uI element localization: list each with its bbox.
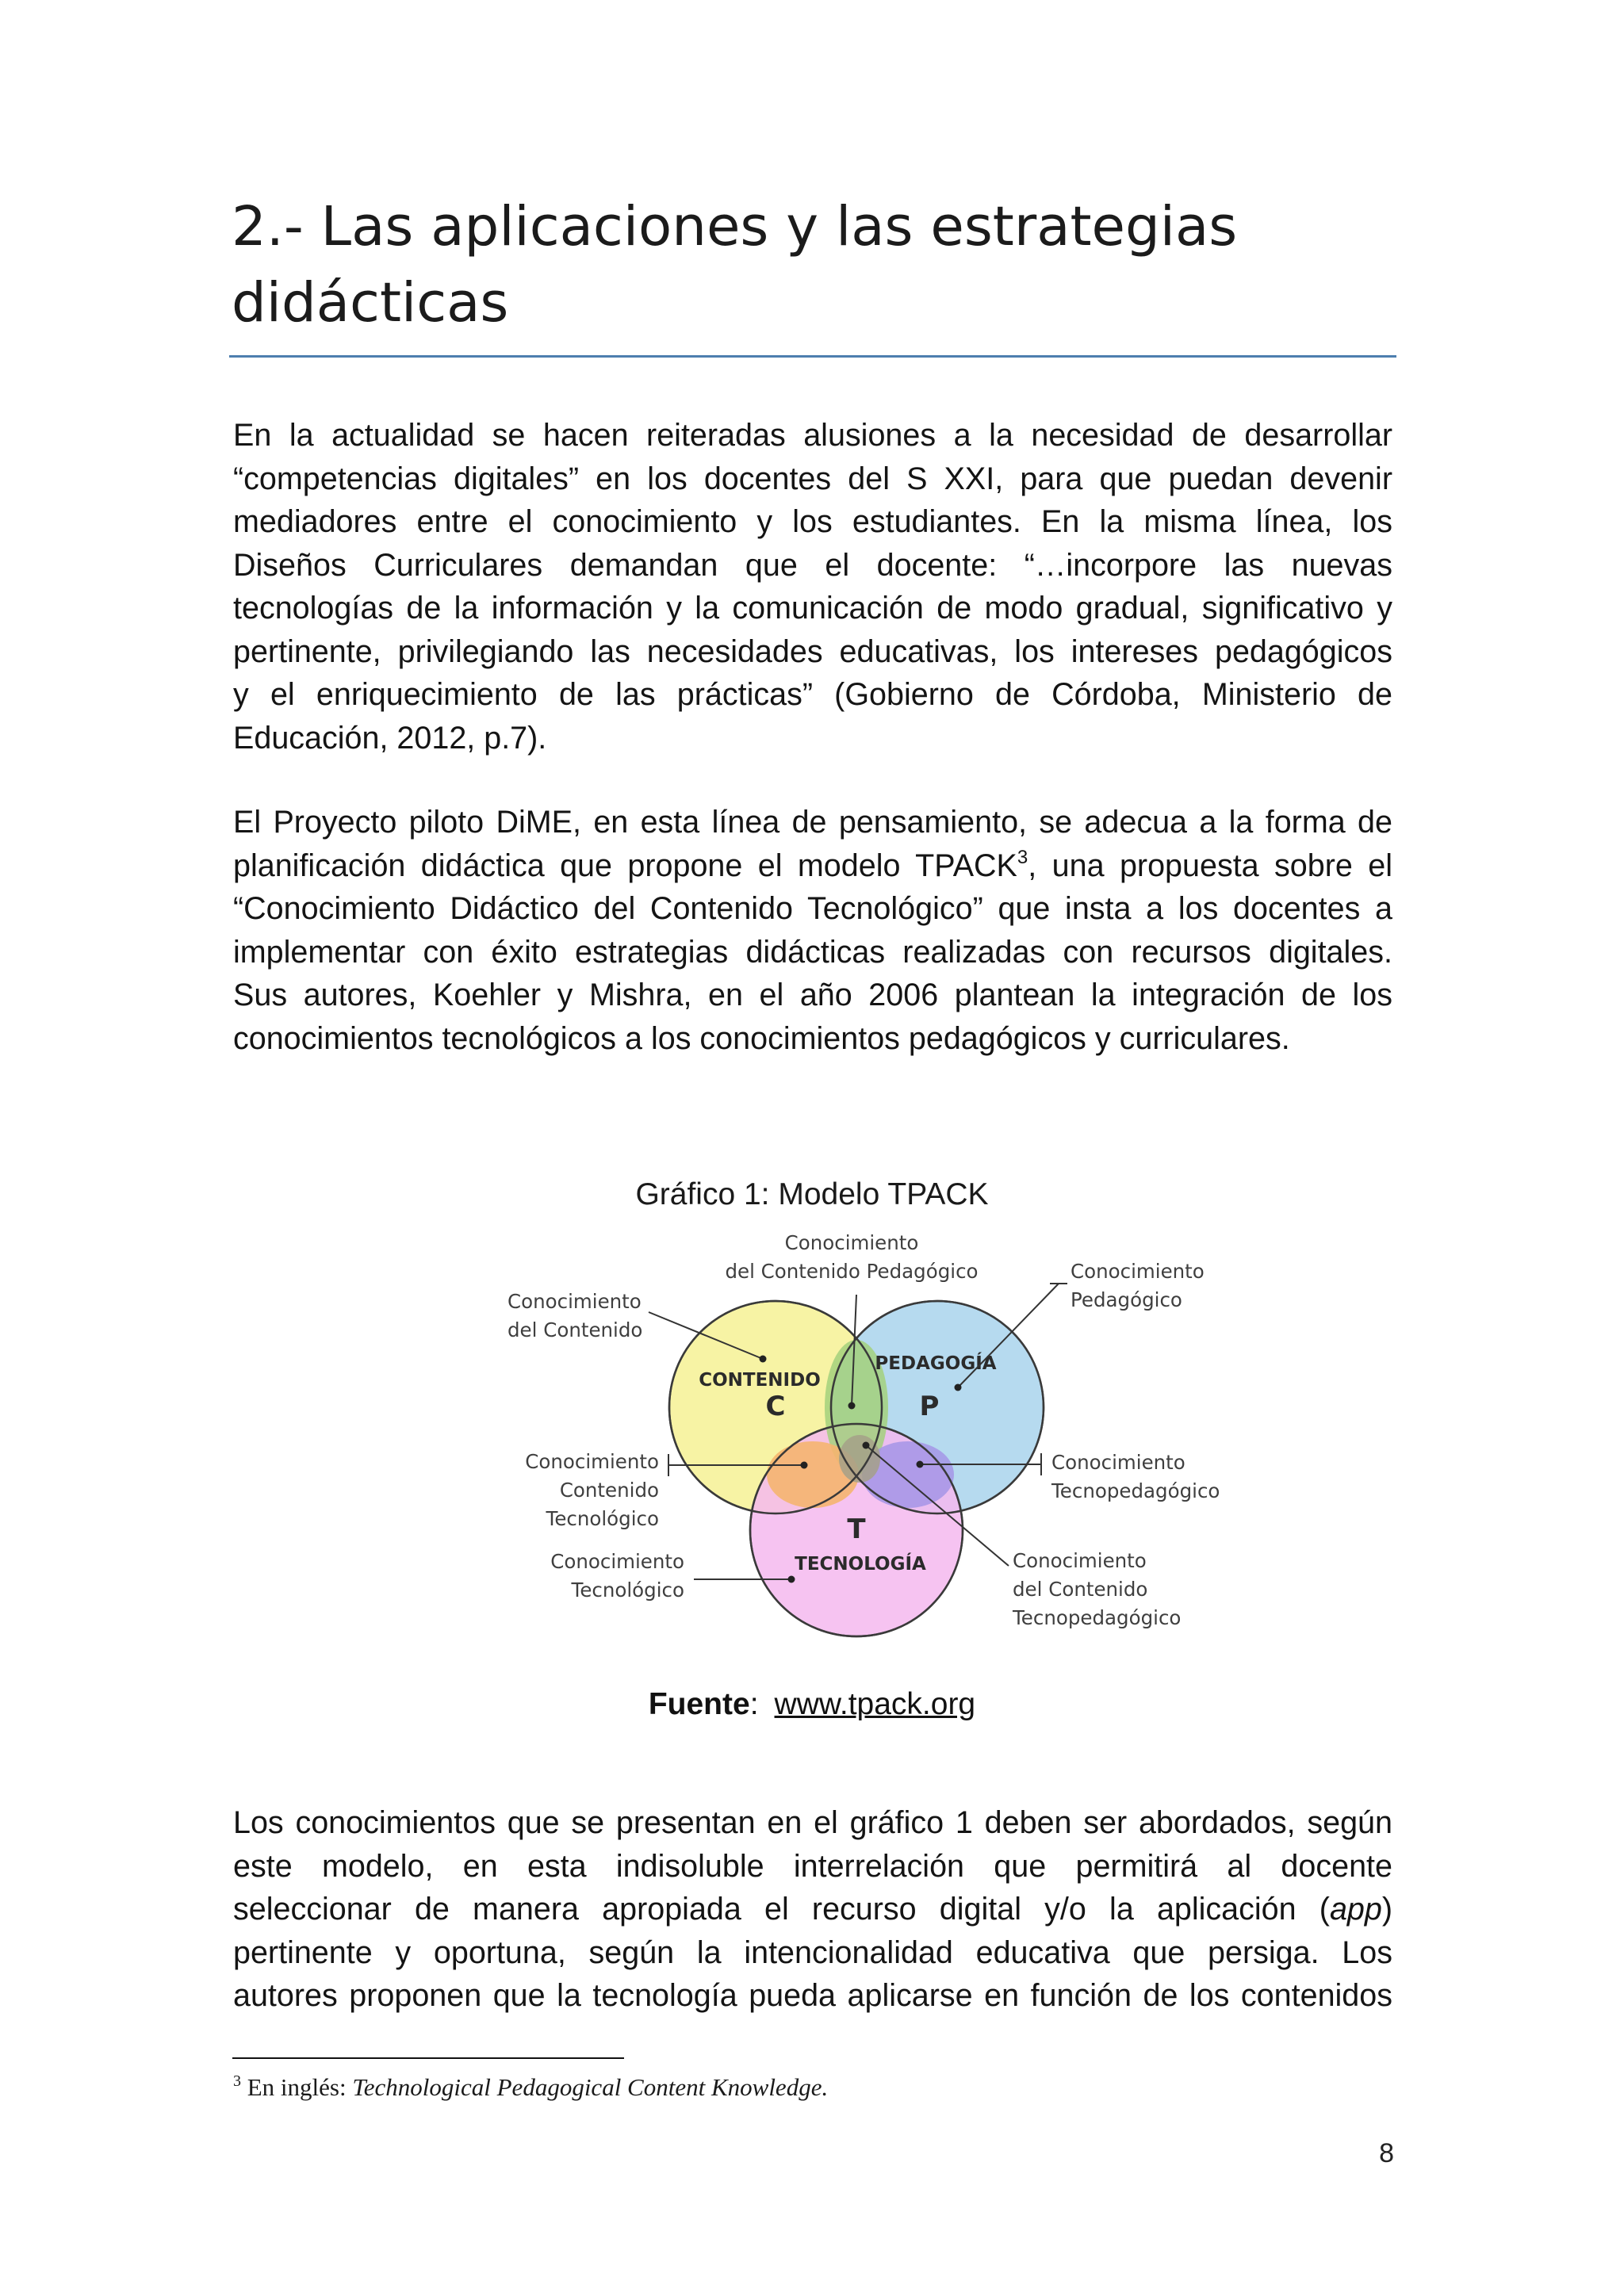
- heading-line-2: didácticas: [232, 271, 509, 335]
- paragraph-line: El Proyecto piloto DiME, en esta línea de pensamiento, se adecua a la forma de: [233, 805, 1392, 840]
- paragraph-line: tecnologías de la información y la comunicación de modo gradual, significativo y: [233, 591, 1392, 626]
- paragraph-line: En la actualidad se hacen reiteradas alusiones a la necesidad de desarrollar: [233, 418, 1392, 453]
- app-term: app: [1329, 1892, 1382, 1927]
- footnote-prefix: En inglés:: [241, 2073, 353, 2101]
- paragraph-line: Diseños Curriculares demandan que el docente: “…incorpore las nuevas: [233, 547, 1392, 583]
- label-cc-1: Conocimiento: [508, 1290, 642, 1313]
- source-label: Fuente: [648, 1687, 750, 1721]
- heading-line-1: 2.- Las aplicaciones y las estrategias: [232, 195, 1238, 258]
- dot-cc: [760, 1356, 767, 1363]
- section-heading: [232, 189, 1397, 341]
- label-cctp-1: Conocimiento: [1013, 1549, 1147, 1572]
- paragraph-line: [233, 1888, 1392, 1931]
- tecnologia-letter: T: [847, 1513, 866, 1545]
- label-cct-1: Conocimiento: [525, 1450, 659, 1473]
- label-cctp-2: del Contenido: [1013, 1578, 1148, 1601]
- paragraph-2: [233, 801, 1392, 1060]
- tpack-venn-diagram: [476, 1221, 1269, 1649]
- source-link[interactable]: www.tpack.org: [774, 1687, 976, 1721]
- pedagogia-letter: P: [919, 1391, 940, 1422]
- paragraph-line: Educación, 2012, p.7).: [233, 720, 547, 756]
- source-colon: :: [749, 1687, 759, 1721]
- footnote: [233, 2073, 828, 2102]
- label-ccp-2: del Contenido Pedagógico: [725, 1260, 979, 1283]
- dot-ccp: [848, 1402, 856, 1410]
- paragraph-line: pertinente, privilegiando las necesidades educativas, los intereses pedagógicos: [233, 633, 1392, 669]
- paragraph-line: implementar con éxito estrategias didácticas realizadas con recursos digitales.: [233, 934, 1392, 970]
- dot-ct: [788, 1576, 795, 1583]
- figure-source: [0, 1687, 1624, 1722]
- paragraph-line: Sus autores, Koehler y Mishra, en el año 2006 plantean la integración de los: [233, 978, 1392, 1012]
- paragraph-line: “Conocimiento Didáctico del Contenido Tecnológico” que insta a los docentes a: [233, 891, 1392, 926]
- footnote-reference[interactable]: 3: [1017, 846, 1028, 868]
- dot-cctp: [863, 1442, 870, 1449]
- label-ct-2: Tecnológico: [571, 1578, 684, 1601]
- label-ctp-2: Tecnopedagógico: [1051, 1479, 1220, 1502]
- paragraph-text: seleccionar de manera apropiada el recurso digital y/o la aplicación (: [233, 1892, 1330, 1927]
- paragraph-line: “competencias digitales” en los docentes del S XXI, para que puedan devenir: [233, 461, 1392, 496]
- paragraph-line: [233, 844, 1392, 888]
- label-ccp-1: Conocimiento: [784, 1231, 919, 1254]
- page-number: 8: [1379, 2138, 1394, 2168]
- label-cct-3: Tecnológico: [546, 1507, 659, 1530]
- label-cc-2: del Contenido: [508, 1318, 643, 1341]
- contenido-letter: C: [765, 1391, 786, 1422]
- dot-cp: [955, 1384, 962, 1391]
- paragraph-line: autores proponen que la tecnología pueda aplicarse en función de los contenidos: [233, 1978, 1392, 2013]
- venn-svg: [476, 1221, 1269, 1649]
- pedagogia-label: PEDAGOGÍA: [875, 1353, 997, 1374]
- paragraph-line: pertinente y oportuna, según la intencionalidad educativa que persiga. Los: [233, 1934, 1392, 1970]
- paragraph-line: conocimientos tecnológicos a los conocimientos pedagógicos y curriculares.: [233, 1020, 1290, 1056]
- paragraph-line: Los conocimientos que se presentan en el gráfico 1 deben ser abordados, según: [233, 1805, 1392, 1840]
- paragraph-line: este modelo, en esta indisoluble interrelación que permitirá al docente: [233, 1848, 1392, 1884]
- tecnologia-label: TECNOLOGÍA: [795, 1554, 926, 1575]
- label-ctp-1: Conocimiento: [1051, 1451, 1185, 1474]
- contenido-label: CONTENIDO: [699, 1370, 821, 1391]
- label-cct-2: Contenido: [559, 1479, 659, 1502]
- paragraph-1: [233, 414, 1392, 760]
- footnote-text: Technological Pedagogical Content Knowledge.: [352, 2073, 829, 2101]
- dot-cct: [801, 1462, 808, 1469]
- paragraph-text: , una propuesta sobre el: [1028, 848, 1392, 883]
- footnote-separator: [232, 2057, 624, 2059]
- label-cctp-3: Tecnopedagógico: [1013, 1606, 1182, 1629]
- footnote-number: 3: [233, 2072, 241, 2090]
- dot-ctp: [917, 1461, 924, 1468]
- heading-underline: [229, 355, 1396, 358]
- paragraph-3: [233, 1801, 1392, 2018]
- label-cp-1: Conocimiento: [1071, 1260, 1205, 1283]
- label-ct-1: Conocimiento: [550, 1550, 684, 1573]
- figure-caption: Gráfico 1: Modelo TPACK: [635, 1177, 989, 1211]
- paragraph-line: mediadores entre el conocimiento y los estudiantes. En la misma línea, los: [233, 504, 1392, 539]
- paragraph-text: planificación didáctica que propone el modelo TPACK: [233, 848, 1017, 883]
- paragraph-line: y el enriquecimiento de las prácticas” (Gobierno de Córdoba, Ministerio de: [233, 677, 1392, 712]
- label-cp-2: Pedagógico: [1071, 1288, 1182, 1311]
- paragraph-text: ): [1381, 1892, 1392, 1927]
